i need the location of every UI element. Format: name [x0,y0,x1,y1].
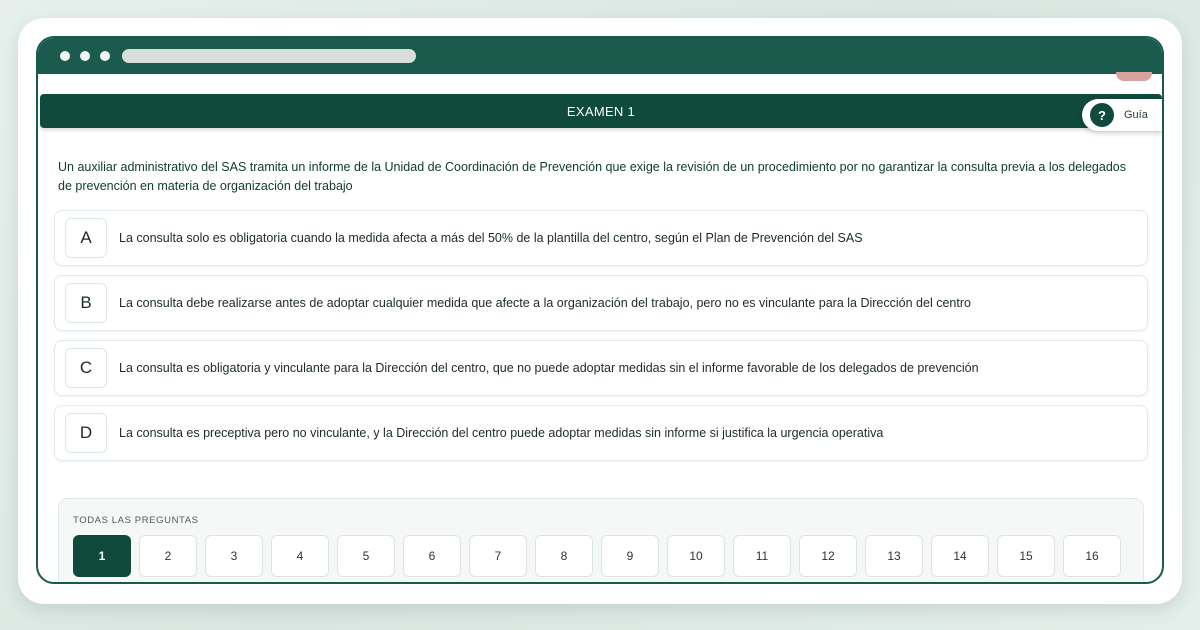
option-text: La consulta solo es obligatoria cuando la medida afecta a más del 50% de la plantilla del centro, según el Plan de Prevención del SAS [119,231,863,245]
exam-header [40,94,1162,128]
option-letter: B [65,283,107,323]
question-button-3[interactable]: 3 [205,535,263,577]
question-button-8[interactable]: 8 [535,535,593,577]
question-button-16[interactable]: 16 [1063,535,1121,577]
guide-label: Guía [1124,109,1148,121]
option-text: La consulta es preceptiva pero no vinculante, y la Dirección del centro puede adoptar medidas sin informe si justifica la urgencia operativa [119,426,884,440]
question-button-4[interactable]: 4 [271,535,329,577]
question-button-10[interactable]: 10 [667,535,725,577]
exam-title: EXAMEN 1 [566,103,636,119]
question-button-11[interactable]: 11 [733,535,791,577]
window-dot-maximize[interactable] [100,51,110,61]
question-button-2[interactable]: 2 [139,535,197,577]
option-text: La consulta es obligatoria y vinculante para la Dirección del centro, que no puede adoptar medidas sin el informe favorable de los delegados de prevención [119,361,979,375]
option-letter: A [65,218,107,258]
question-button-15[interactable]: 15 [997,535,1055,577]
option-letter: D [65,413,107,453]
question-button-1[interactable]: 1 [73,535,131,577]
window-dot-close[interactable] [60,51,70,61]
guide-button[interactable] [1082,99,1164,131]
option-letter: C [65,348,107,388]
option-b[interactable] [54,275,1148,331]
question-button-6[interactable]: 6 [403,535,461,577]
question-text: Un auxiliar administrativo del SAS tramita un informe de la Unidad de Coordinación de Prevención que exige la revisión de un procedimiento por no garantizar la consulta previa a los delegados de prevención en materia de organización del trabajo [58,160,1126,193]
browser-titlebar [38,38,1162,74]
option-a[interactable] [54,210,1148,266]
window-dot-minimize[interactable] [80,51,90,61]
question-grid [73,535,1121,577]
question-button-12[interactable]: 12 [799,535,857,577]
question-button-14[interactable]: 14 [931,535,989,577]
help-icon: ? [1090,103,1114,127]
question-button-13[interactable]: 13 [865,535,923,577]
question-button-5[interactable]: 5 [337,535,395,577]
address-bar[interactable] [122,49,416,63]
question-navigator [58,498,1144,584]
option-text: La consulta debe realizarse antes de adoptar cualquier medida que afecte a la organización del trabajo, pero no es vinculante para la Dirección del centro [119,296,971,310]
question-button-7[interactable]: 7 [469,535,527,577]
question-button-9[interactable]: 9 [601,535,659,577]
navigator-title: TODAS LAS PREGUNTAS [73,515,199,526]
corner-tab [1116,72,1152,81]
option-c[interactable] [54,340,1148,396]
option-d[interactable] [54,405,1148,461]
browser-window [36,36,1164,584]
